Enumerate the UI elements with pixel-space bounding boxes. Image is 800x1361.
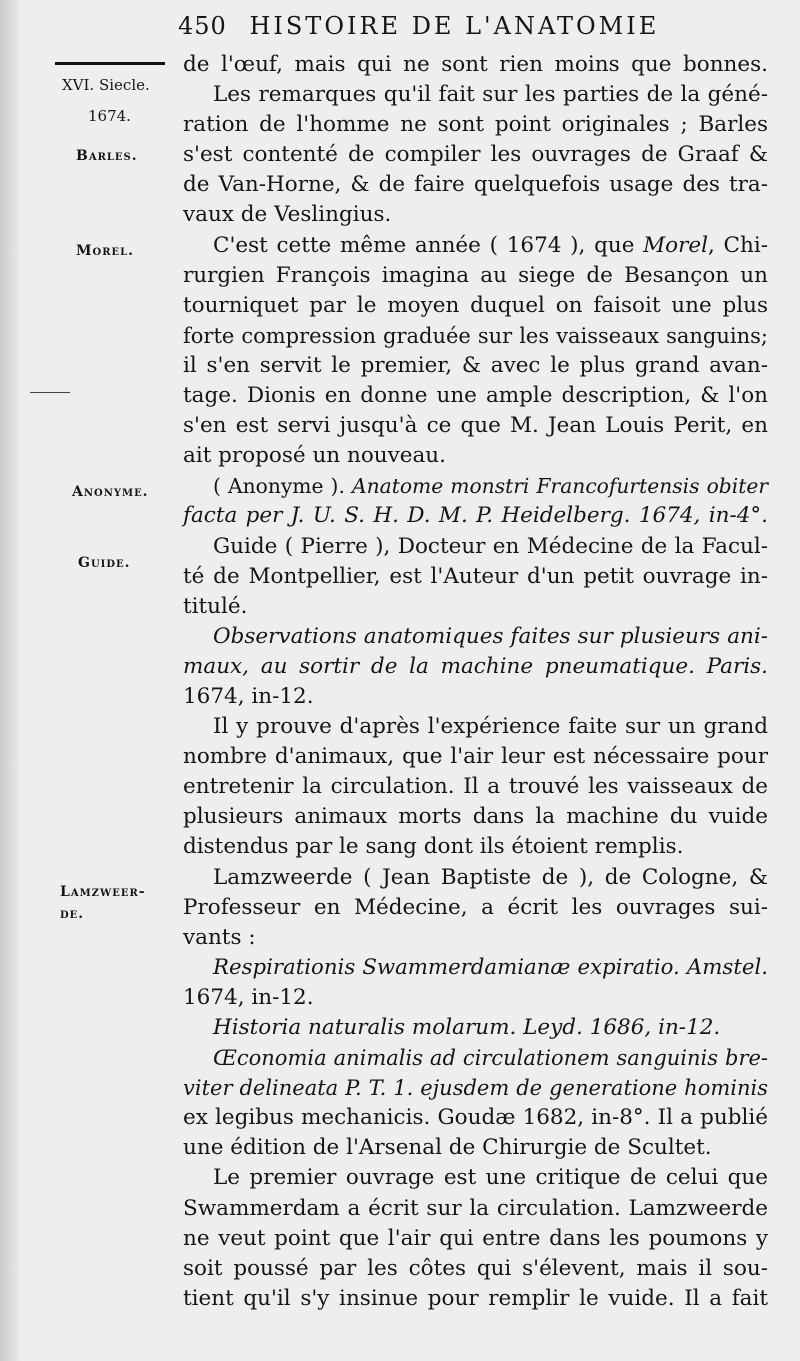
text-line: Swammerdam a écrit sur la circulation. Lamzweerde — [183, 1195, 768, 1221]
text-run: , Chi- — [708, 232, 768, 258]
text-line: tient qu'il s'y insinue pour remplir le vuide. Il a fait — [183, 1285, 768, 1311]
text-line: distendus par le sang dont ils étoient remplis. — [183, 834, 684, 860]
text-line: Il y prouve d'après l'expérience faite sur un grand — [213, 714, 768, 740]
margin-note-year: 1674. — [88, 107, 131, 125]
italic-run: Anatome monstri Francofurtensis obiter — [351, 474, 768, 499]
text-line: facta per J. U. S. H. D. M. P. Heidelberg. 1674, in-4°. — [183, 503, 768, 529]
text-line: Guide ( Pierre ), Docteur en Médecine de la Facul- — [213, 533, 768, 559]
running-title: HISTOIRE DE L'ANATOMIE — [249, 12, 660, 40]
text-line: Lamzweerde ( Jean Baptiste de ), de Cologne, & — [213, 864, 768, 890]
header-rule — [55, 62, 165, 65]
text-line: une édition de l'Arsenal de Chirurgie de Scultet. — [183, 1135, 712, 1161]
margin-note-barles: Barles. — [76, 148, 138, 164]
text-line: entretenir la circulation. Il a trouvé les vaisseaux de — [183, 774, 768, 800]
text-line: il s'en servit le premier, & avec le plus grand avan- — [183, 352, 768, 378]
text-line: de l'œuf, mais qui ne sont rien moins que bonnes. — [183, 52, 768, 77]
text-line: Les remarques qu'il fait sur les parties de la géné- — [213, 82, 768, 108]
text-line: Professeur en Médecine, a écrit les ouvrages sui- — [183, 894, 768, 920]
text-line: Respirationis Swammerdamianæ expiratio. Amstel. — [213, 954, 768, 980]
page-header — [178, 12, 778, 42]
margin-note-anonyme: Anonyme. — [72, 484, 149, 500]
text-line: 1674, in-12. — [183, 683, 314, 709]
body-text — [183, 50, 768, 1314]
page-number: 450 — [178, 12, 227, 40]
text-line: de Van-Horne, & de faire quelquefois usage des tra- — [183, 172, 768, 198]
text-line: s'est contenté de compiler les ouvrages de Graaf & — [183, 142, 768, 168]
text-line: vants : — [183, 924, 256, 950]
text-line: Œconomia animalis ad circulationem sanguinis bre- — [213, 1046, 768, 1071]
margin-note-century: XVI. Siecle. — [62, 76, 150, 94]
text-line: vaux de Veslingius. — [183, 202, 392, 228]
text-line: Observations anatomiques faites sur plusieurs ani- — [213, 623, 768, 649]
margin-note-lamzweerde-cont: de. — [60, 906, 85, 922]
text-line: tage. Dionis en donne une ample description, & l'on — [183, 383, 768, 409]
text-line: forte compression graduée sur les vaisseaux sanguins; — [183, 323, 768, 348]
text-line: maux, au sortir de la machine pneumatique. Paris. — [183, 653, 768, 679]
text-line: 1674, in-12. — [183, 984, 314, 1010]
text-line: plusieurs animaux morts dans la machine du vuide — [183, 804, 768, 830]
text-line: ne veut point que l'air qui entre dans les poumons y — [183, 1225, 768, 1251]
text-run: ( Anonyme ). — [213, 474, 352, 499]
gutter-shadow — [0, 0, 22, 1361]
margin-note-guide: Guide. — [78, 555, 131, 571]
text-line: s'en est servi jusqu'à ce que M. Jean Louis Perit, en — [183, 413, 768, 439]
text-line — [183, 231, 768, 261]
text-line: tourniquet par le moyen duquel on faisoit une plus — [183, 292, 768, 318]
text-line: titulé. — [183, 593, 248, 619]
text-line: Le premier ouvrage est une critique de celui que — [213, 1165, 768, 1191]
text-line: rurgien François imagina au siege de Besançon un — [183, 262, 768, 288]
text-run: C'est cette même année ( 1674 ), que — [213, 232, 644, 258]
margin-note-lamzweerde: Lamzweer- — [60, 884, 146, 900]
text-line: té de Montpellier, est l'Auteur d'un petit ouvrage in- — [183, 563, 768, 589]
italic-run: Morel — [643, 232, 708, 258]
text-line — [183, 471, 768, 501]
text-line: soit poussé par les côtes qui s'élevent, mais il sou- — [183, 1255, 768, 1281]
margin-rule — [30, 392, 70, 393]
margin-note-morel: Morel. — [76, 243, 135, 259]
text-line: ait proposé un nouveau. — [183, 443, 446, 469]
text-line: ex legibus mechanicis. Goudæ 1682, in-8°. Il a publié — [183, 1105, 768, 1131]
text-line: viter delineata P. T. 1. ejusdem de generatione hominis — [183, 1076, 768, 1101]
text-line: nombre d'animaux, que l'air leur est nécessaire pour — [183, 744, 768, 770]
text-line: Historia naturalis molarum. Leyd. 1686, in-12. — [213, 1015, 721, 1040]
text-line: ration de l'homme ne sont point originales ; Barles — [183, 112, 768, 138]
